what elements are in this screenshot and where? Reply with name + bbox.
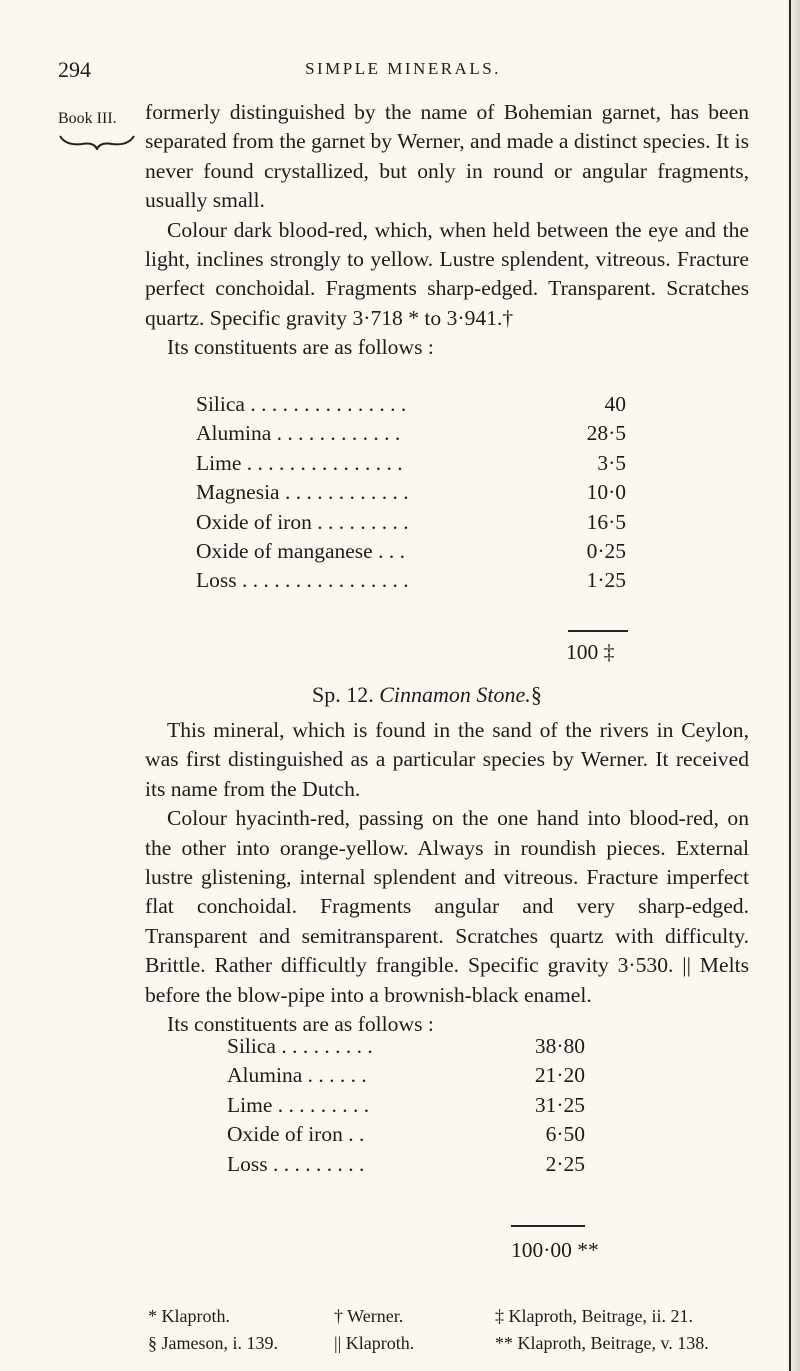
row-label: Silica . . . . . . . . . . . . . . .: [196, 392, 407, 416]
footnote-row: [148, 1330, 748, 1357]
row-label: Loss . . . . . . . . . . . . . . . .: [196, 568, 409, 593]
brace-icon: [58, 132, 136, 150]
table-row: [196, 478, 626, 507]
row-value: 40: [604, 392, 626, 416]
sum-rule: [511, 1225, 585, 1227]
row-value: 0·25: [586, 538, 626, 563]
paragraph-4: This mineral, which is found in the sand of the rivers in Ceylon, was first distinguished as a particular species by Werner. It received its name from the Dutch.: [145, 718, 749, 801]
footnote: ** Klaproth, Beitrage, v. 138.: [495, 1333, 709, 1353]
row-label: Loss . . . . . . . . .: [227, 1151, 365, 1176]
row-value: 31·25: [534, 1092, 585, 1117]
row-label: Oxide of iron . . . . . . . . .: [196, 509, 409, 534]
page-number: 294: [58, 57, 91, 82]
composition-table-1: [196, 390, 626, 596]
page-edge-line: [789, 0, 791, 1371]
row-value: 3·5: [597, 450, 626, 475]
row-label: Oxide of manganese . . .: [196, 538, 405, 563]
margin-note-book: Book III.: [58, 110, 117, 127]
row-label: Alumina . . . . . .: [227, 1063, 367, 1088]
paragraph-6: Its constituents are as follows :: [167, 1012, 434, 1037]
table-row: [196, 390, 626, 419]
row-value: 10·0: [586, 480, 626, 505]
table-row: [227, 1150, 585, 1179]
table-total: 100 ‡: [566, 640, 615, 664]
footnote: † Werner.: [334, 1306, 404, 1326]
row-label: Alumina . . . . . . . . . . . .: [196, 421, 401, 446]
table-row: [196, 508, 626, 537]
species-title: Cinnamon Stone.: [379, 682, 531, 707]
footnote: § Jameson, i. 139.: [148, 1333, 278, 1353]
page-header: [58, 57, 748, 91]
sum-rule: [568, 630, 628, 632]
table-total: 100·00 **: [511, 1238, 599, 1262]
table-row: [196, 419, 626, 448]
footnote-mark: §: [530, 682, 542, 707]
row-value: 1·25: [586, 568, 626, 593]
footnote-row: [148, 1303, 748, 1330]
section-heading: [312, 682, 542, 708]
row-label: Silica . . . . . . . . .: [227, 1034, 373, 1058]
paragraph-2: Colour dark blood-red, which, when held between the eye and the light, inclines strongly to yellow. Lustre splendent, vitreous. Fracture perfect conchoidal. Fragments sharp-edged. Transparent. Scratches quartz. Specific gravity 3·718 * to 3·941.†: [145, 217, 749, 330]
row-value: 6·50: [545, 1122, 585, 1147]
footnotes: [148, 1303, 748, 1357]
row-value: 2·25: [545, 1151, 585, 1176]
text-block-middle: [145, 716, 749, 1039]
species-number: Sp. 12.: [312, 682, 374, 707]
table-row: [196, 449, 626, 478]
table-row: [227, 1091, 585, 1120]
row-label: Lime . . . . . . . . .: [227, 1092, 370, 1117]
row-value: 28·5: [586, 421, 626, 446]
table-row: [227, 1120, 585, 1149]
paragraph-1: formerly distinguished by the name of Bohemian garnet, has been separated from the garnet by Werner, and made a distinct species. It is never found crystallized, but only in round or angular fragments, usually small.: [145, 100, 749, 213]
table-row: [196, 537, 626, 566]
row-value: 21·20: [534, 1063, 585, 1088]
footnote: * Klaproth.: [148, 1306, 230, 1326]
row-label: Oxide of iron . .: [227, 1122, 365, 1147]
footnote: ‡ Klaproth, Beitrage, ii. 21.: [495, 1306, 693, 1326]
table-row: [196, 566, 626, 595]
paragraph-5: Colour hyacinth-red, passing on the one hand into blood-red, on the other into orange-yellow. Always in roundish pieces. External lustre glistening, internal splendent and vitreous. Fracture imperfect flat conchoidal. Fragments angular and very sharp-edged. Transparent and semitransparent. Scratches quartz with difficulty. Brittle. Rather difficultly frangible. Specific gravity 3·530. || Melts before the blow-pipe into a brownish-black enamel.: [145, 806, 749, 1007]
running-head: SIMPLE MINERALS.: [305, 59, 501, 78]
row-value: 38·80: [534, 1034, 585, 1058]
table-row: [227, 1032, 585, 1061]
text-block-top: [145, 98, 749, 363]
row-label: Lime . . . . . . . . . . . . . . .: [196, 450, 403, 475]
composition-table-2: [227, 1032, 585, 1179]
row-value: 16·5: [586, 509, 626, 534]
row-label: Magnesia . . . . . . . . . . . .: [196, 480, 409, 505]
paragraph-3: Its constituents are as follows :: [167, 335, 434, 360]
footnote: || Klaproth.: [334, 1333, 415, 1353]
table-row: [227, 1061, 585, 1090]
